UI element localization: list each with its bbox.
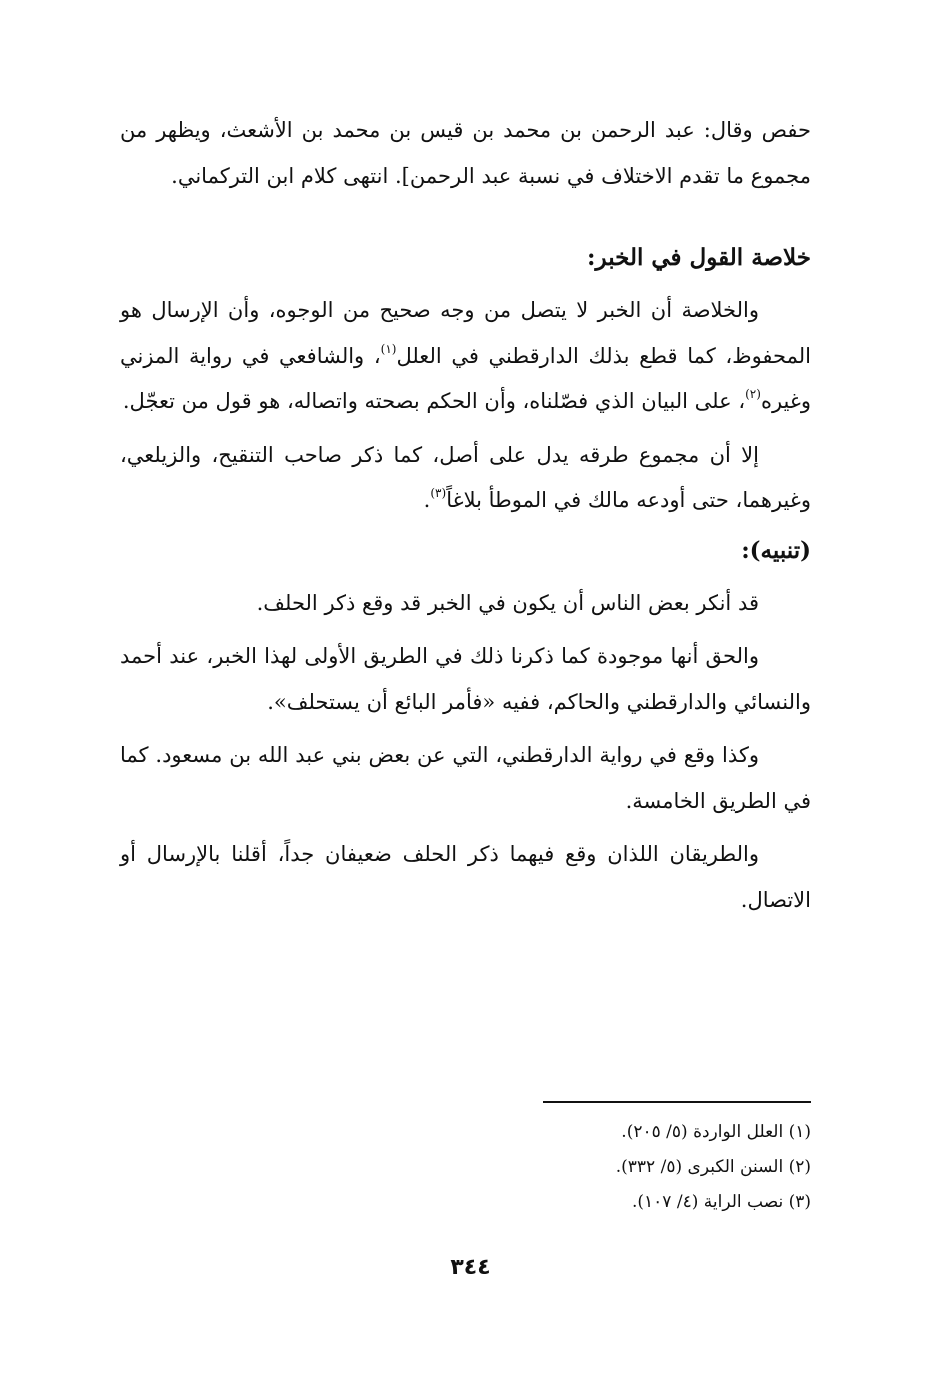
footnote-ref-2: (٢)	[745, 387, 761, 401]
section-heading-summary: خلاصة القول في الخبر:	[587, 244, 811, 271]
paragraph-2-text-b: ، والشافعي في رواية المزني وغيره	[120, 343, 811, 413]
paragraph-7: والطريقان اللذان وقع فيهما ذكر الحلف ضعيفان جداً، أقلنا بالإرسال أو الاتصال.	[120, 842, 811, 912]
paragraph-3	[120, 433, 811, 524]
paragraph-5: والحق أنها موجودة كما ذكرنا ذلك في الطريق الأولى لهذا الخبر، عند أحمد والنسائي والدارقطني والحاكم، ففيه «فأمر البائع أن يستحلف».	[120, 644, 811, 714]
paragraph-3-text-a: إلا أن مجموع طرقه يدل على أصل، كما ذكر صاحب التنقيح، والزيلعي، وغيرهما، حتى أودعه مالك في الموطأ بلاغاً	[120, 442, 811, 512]
paragraph-2-text-a: والخلاصة أن الخبر لا يتصل من وجه صحيح من الوجوه، وأن الإرسال هو المحفوظ، كما قطع بذلك الدارقطني في العلل	[120, 298, 811, 368]
paragraph-4: قد أنكر بعض الناس أن يكون في الخبر قد وقع ذكر الحلف.	[256, 590, 759, 615]
paragraph-1: حفص وقال: عبد الرحمن بن محمد بن قيس بن محمد بن الأشعث، ويظهر من مجموع ما تقدم الاختلاف في نسبة عبد الرحمن]. انتهى كلام ابن التركماني.	[120, 118, 811, 188]
paragraph-3-text-b: .	[423, 488, 431, 512]
paragraph-6: وكذا وقع في رواية الدارقطني، التي عن بعض بني عبد الله بن مسعود. كما في الطريق الخامسة.	[120, 743, 811, 813]
page-number: ٣٤٤	[450, 1255, 491, 1280]
paragraph-2	[120, 288, 811, 425]
footnote-ref-1: (١)	[380, 341, 397, 356]
footnotes-section	[131, 1101, 811, 1220]
footnote-2: (٢) السنن الكبرى (٥/ ٣٣٢).	[615, 1157, 811, 1177]
footnote-3: (٣) نصب الراية (٤/ ١٠٧).	[631, 1192, 811, 1212]
footnote-1: (١) العلل الواردة (٥/ ٢٠٥).	[621, 1122, 811, 1142]
footnote-separator	[543, 1101, 811, 1103]
paragraph-2-text-c: ، على البيان الذي فصّلناه، وأن الحكم بصحته واتصاله، هو قول من تعجّل.	[122, 389, 746, 413]
footnote-ref-3: (٣)	[430, 486, 447, 500]
note-heading: (تنبيه):	[741, 536, 811, 564]
